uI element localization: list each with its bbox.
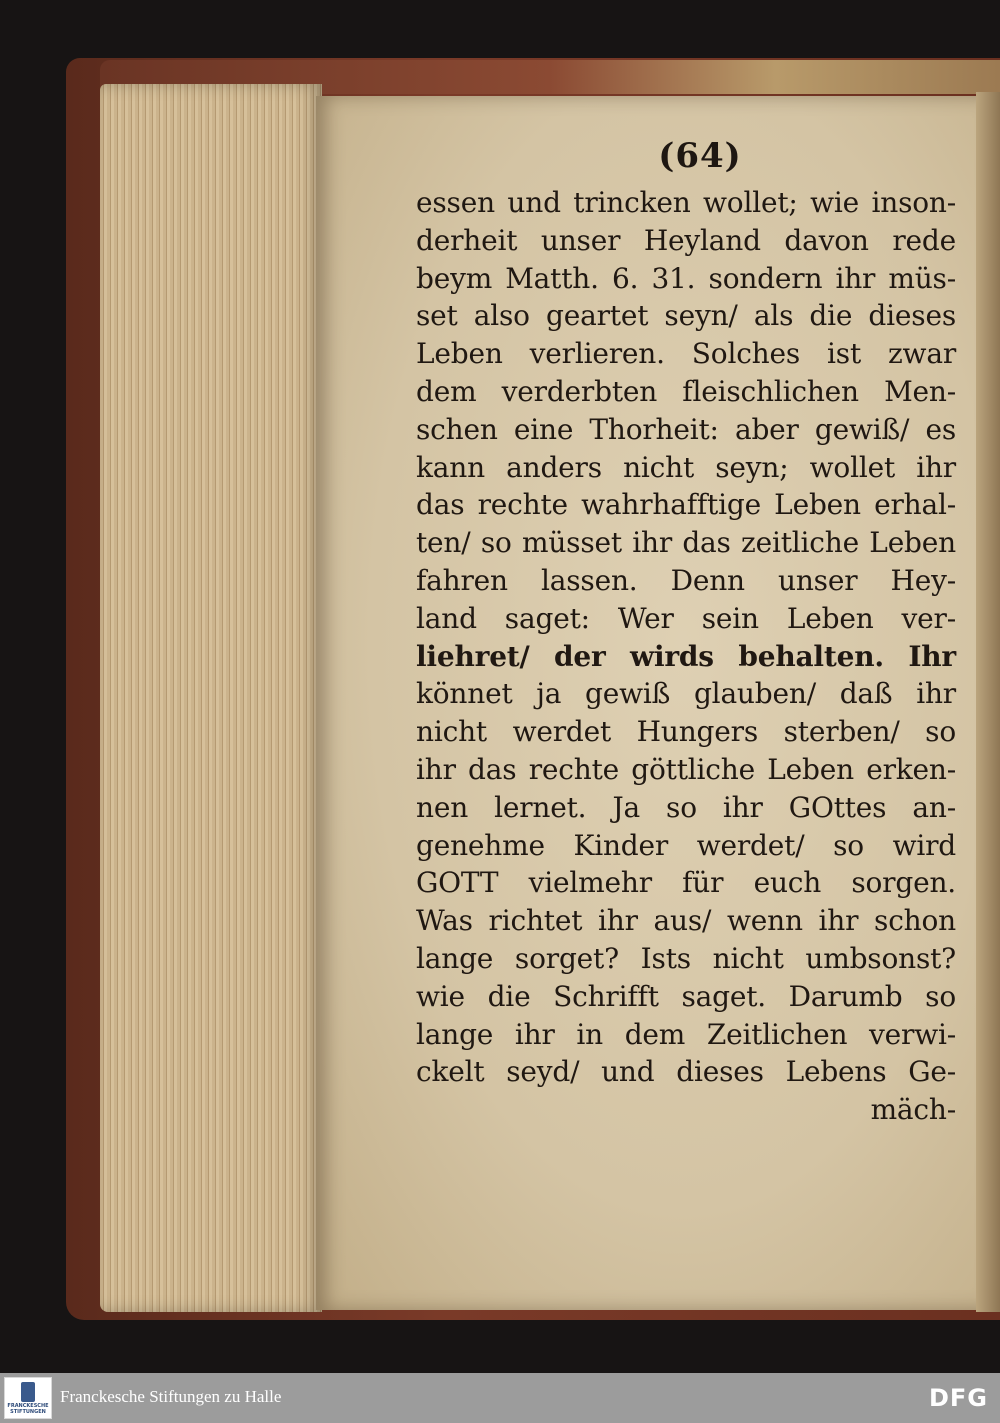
building-icon [21,1382,35,1402]
logo-text: FRANCKESCHE STIFTUNGEN [7,1403,49,1415]
text-line: lange ihr in dem Zeitlichen verwi- [416,1017,956,1051]
text-line: beym Matth. 6. 31. sondern ihr müs- [416,261,956,295]
footer-bar [0,1373,1000,1423]
franckesche-logo[interactable] [4,1377,52,1419]
page-number: (64) [658,136,742,176]
dfg-logo[interactable]: DFG [928,1384,988,1412]
text-line: liehret/ der wirds behalten. Ihr [416,639,956,673]
text-line: nen lernet. Ja so ihr GOttes an- [416,790,956,824]
text-line: fahren lassen. Denn unser Hey- [416,563,956,597]
text-line: derheit unser Heyland davon rede [416,223,956,257]
text-line: das rechte wahrhafftige Leben erhal- [416,488,956,522]
text-line: kann anders nicht seyn; wollet ihr [416,450,956,484]
text-line: ckelt seyd/ und dieses Lebens Ge- [416,1055,956,1089]
text-line: ihr das rechte göttliche Leben erken- [416,752,956,786]
text-line: könnet ja gewiß glauben/ daß ihr [416,677,956,711]
page-edges [100,84,322,1312]
institution-name: Franckesche Stiftungen zu Halle [60,1387,282,1406]
text-line: Was richtet ihr aus/ wenn ihr schon [416,904,956,938]
text-line: GOTT vielmehr für euch sorgen. [416,866,956,900]
page-edge-right [976,92,1000,1312]
text-line: essen und trincken wollet; wie inson- [416,186,956,219]
text-line: land saget: Wer sein Leben ver- [416,601,956,635]
text-line: dem verderbten fleischlichen Men- [416,374,956,408]
text-line: wie die Schrifft saget. Darumb so [416,979,956,1013]
text-line: schen eine Thorheit: aber gewiß/ es [416,412,956,446]
text-line: genehme Kinder werdet/ so wird [416,828,956,862]
page-text [416,184,956,1129]
text-line: set also geartet seyn/ als die dieses [416,299,956,333]
catchword: mäch- [870,1093,956,1127]
text-line: lange sorget? Ists nicht umbsonst? [416,941,956,975]
text-line: nicht werdet Hungers sterben/ so [416,715,956,749]
text-line: Leben verlieren. Solches ist zwar [416,337,956,371]
text-line: ten/ so müsset ihr das zeitliche Leben [416,526,956,560]
